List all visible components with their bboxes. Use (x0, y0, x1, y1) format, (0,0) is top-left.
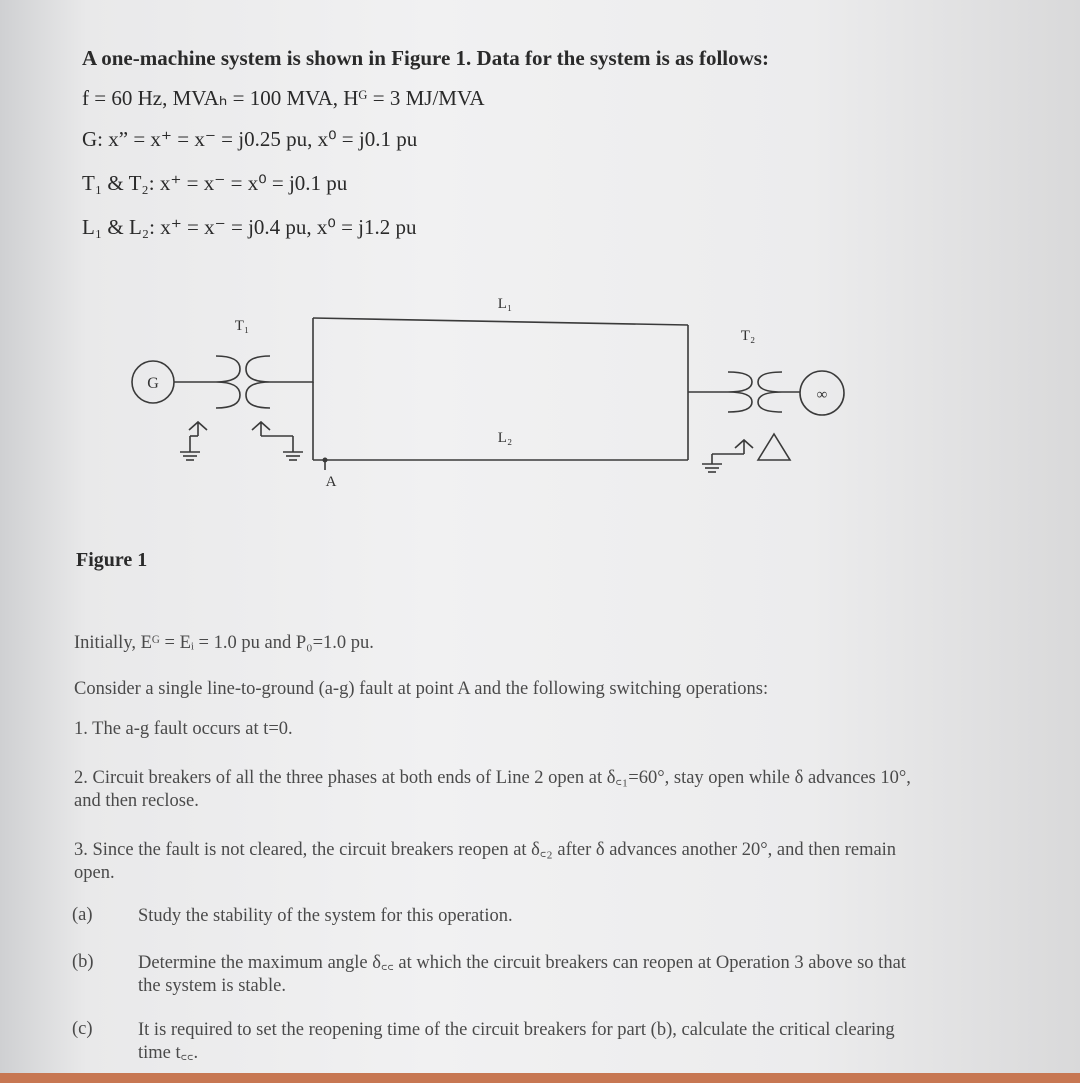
data-line-generator: G: x” = x⁺ = x⁻ = j0.25 pu, x⁰ = j0.1 pu (82, 127, 418, 151)
t1-wye-symbol (189, 422, 207, 436)
problem-intro: A one-machine system is shown in Figure 1. Data for the system is as follows: (82, 46, 769, 70)
t2-delta-symbol (758, 434, 790, 460)
question-b-text: Determine the maximum angle δ꜀꜀ at which the circuit breakers can reopen at Operation 3 above so that the system is stable. (138, 953, 906, 996)
fault-point-dot (323, 458, 328, 463)
desk-edge (0, 1073, 1080, 1083)
l1-label: L₁ (497, 296, 513, 312)
operation-3: 3. Since the fault is not cleared, the circuit breakers reopen at δ꜀₂ after δ advances another 20°, and then remain open. (74, 840, 897, 883)
operation-1: 1. The a-g fault occurs at t=0. (74, 719, 293, 739)
t1-wye2-symbol (252, 422, 270, 436)
t1-primary-winding (216, 356, 240, 408)
infinite-bus-label: ∞ (816, 387, 828, 403)
operation-2: 2. Circuit breakers of all the three phases at both ends of Line 2 open at δ꜀₁=60°, stay open while δ advances 10°, and then reclose. (74, 768, 911, 811)
t2-primary-winding (728, 372, 752, 412)
question-b-label: (b) (72, 952, 94, 972)
question-c-label: (c) (72, 1019, 93, 1039)
data-line-frequency: f = 60 Hz, MVAₕ = 100 MVA, Hᴳ = 3 MJ/MVA (82, 86, 485, 110)
l2-label: L₂ (497, 430, 513, 446)
line-l1 (313, 318, 688, 325)
generator-label: G (147, 375, 159, 392)
question-a-label: (a) (72, 905, 93, 925)
t1-label: T₁ (234, 318, 250, 334)
initial-conditions: Initially, Eᴳ = Eᵢ = 1.0 pu and P₀=1.0 pu. (74, 633, 374, 653)
t1-to-bus-left-upper (270, 318, 313, 382)
figure-caption: Figure 1 (76, 549, 148, 571)
fault-description: Consider a single line-to-ground (a-g) fault at point A and the following switching operations: (74, 679, 769, 699)
t2-wye-symbol (735, 440, 753, 454)
question-a-text: Study the stability of the system for this operation. (138, 906, 513, 926)
question-c-text: It is required to set the reopening time of the circuit breakers for part (b), calculate the critical clearing time t꜀꜀. (138, 1020, 895, 1063)
data-line-lines: L₁ & L₂: x⁺ = x⁻ = j0.4 pu, x⁰ = j1.2 pu (82, 215, 417, 239)
fault-point-label: A (325, 474, 337, 490)
data-line-transformers: T₁ & T₂: x⁺ = x⁻ = x⁰ = j0.1 pu (82, 171, 348, 195)
t1-secondary-winding (246, 356, 270, 408)
t2-secondary-winding (758, 372, 782, 412)
t2-label: T₂ (740, 328, 756, 344)
